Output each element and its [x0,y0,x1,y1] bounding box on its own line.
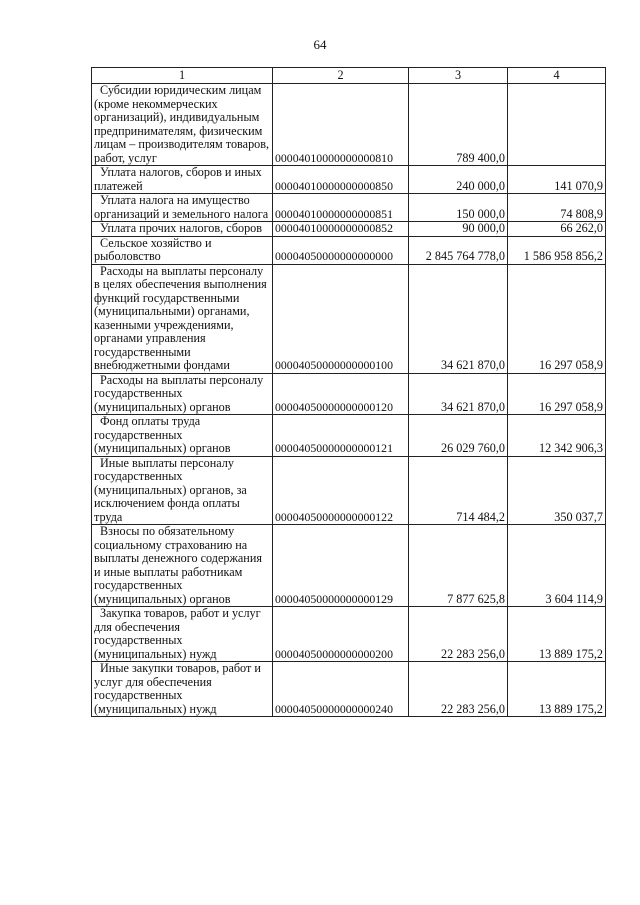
header-cell-1: 1 [92,68,273,84]
row-plan: 22 283 256,0 [409,662,508,717]
row-actual [508,84,606,166]
row-name: Расходы на выплаты персоналу государственных (муниципальных) органов [92,373,273,415]
header-cell-3: 3 [409,68,508,84]
row-plan: 34 621 870,0 [409,264,508,373]
row-code: 00004010000000000810 [273,84,409,166]
budget-table [91,67,606,717]
row-plan: 240 000,0 [409,166,508,194]
table-row [92,456,606,525]
row-code: 00004010000000000851 [273,194,409,222]
row-name: Уплата налога на имущество организаций и земельного налога [92,194,273,222]
row-actual: 12 342 906,3 [508,415,606,457]
row-name: Сельское хозяйство и рыболовство [92,236,273,264]
row-plan: 90 000,0 [409,222,508,237]
header-cell-4: 4 [508,68,606,84]
table-row [92,415,606,457]
row-actual: 16 297 058,9 [508,373,606,415]
row-code: 00004050000000000129 [273,525,409,607]
row-code: 00004050000000000121 [273,415,409,457]
page-number: 64 [313,37,327,52]
row-plan: 7 877 625,8 [409,525,508,607]
row-plan: 26 029 760,0 [409,415,508,457]
table-row [92,236,606,264]
row-actual: 141 070,9 [508,166,606,194]
row-name: Иные закупки товаров, работ и услуг для обеспечения государственных (муниципальных) нужд [92,662,273,717]
row-actual: 3 604 114,9 [508,525,606,607]
row-plan: 789 400,0 [409,84,508,166]
header-row [92,68,606,84]
row-name: Расходы на выплаты персоналу в целях обеспечения выполнения функций государственными (муниципальными) органами, казенными учреждениями, органами управления государственными внебюджетными фондами [92,264,273,373]
row-name: Фонд оплаты труда государственных (муниципальных) органов [92,415,273,457]
row-code: 00004010000000000852 [273,222,409,237]
table-row [92,607,606,662]
row-actual: 13 889 175,2 [508,607,606,662]
row-code: 00004050000000000240 [273,662,409,717]
table-row [92,166,606,194]
row-actual: 16 297 058,9 [508,264,606,373]
row-plan: 22 283 256,0 [409,607,508,662]
row-code: 00004050000000000120 [273,373,409,415]
row-code: 00004010000000000850 [273,166,409,194]
row-name: Субсидии юридическим лицам (кроме некоммерческих организаций), индивидуальным предпринимателям, физическим лицам – производителям товаров, работ, услуг [92,84,273,166]
row-name: Уплата прочих налогов, сборов [92,222,273,237]
row-name: Иные выплаты персоналу государственных (муниципальных) органов, за исключением фонда оплаты труда [92,456,273,525]
row-actual: 74 808,9 [508,194,606,222]
row-plan: 714 484,2 [409,456,508,525]
row-actual: 66 262,0 [508,222,606,237]
row-plan: 2 845 764 778,0 [409,236,508,264]
table-row [92,662,606,717]
row-plan: 34 621 870,0 [409,373,508,415]
row-actual: 350 037,7 [508,456,606,525]
row-code: 00004050000000000100 [273,264,409,373]
row-plan: 150 000,0 [409,194,508,222]
table-row [92,525,606,607]
table-row [92,222,606,237]
row-actual: 1 586 958 856,2 [508,236,606,264]
table-row [92,194,606,222]
row-name: Уплата налогов, сборов и иных платежей [92,166,273,194]
table-row [92,373,606,415]
row-name: Взносы по обязательному социальному страхованию на выплаты денежного содержания и иные выплаты работникам государственных (муниципальных) органов [92,525,273,607]
table-row [92,84,606,166]
header-cell-2: 2 [273,68,409,84]
table-row [92,264,606,373]
row-code: 00004050000000000122 [273,456,409,525]
row-code: 00004050000000000000 [273,236,409,264]
row-name: Закупка товаров, работ и услуг для обеспечения государственных (муниципальных) нужд [92,607,273,662]
row-actual: 13 889 175,2 [508,662,606,717]
row-code: 00004050000000000200 [273,607,409,662]
